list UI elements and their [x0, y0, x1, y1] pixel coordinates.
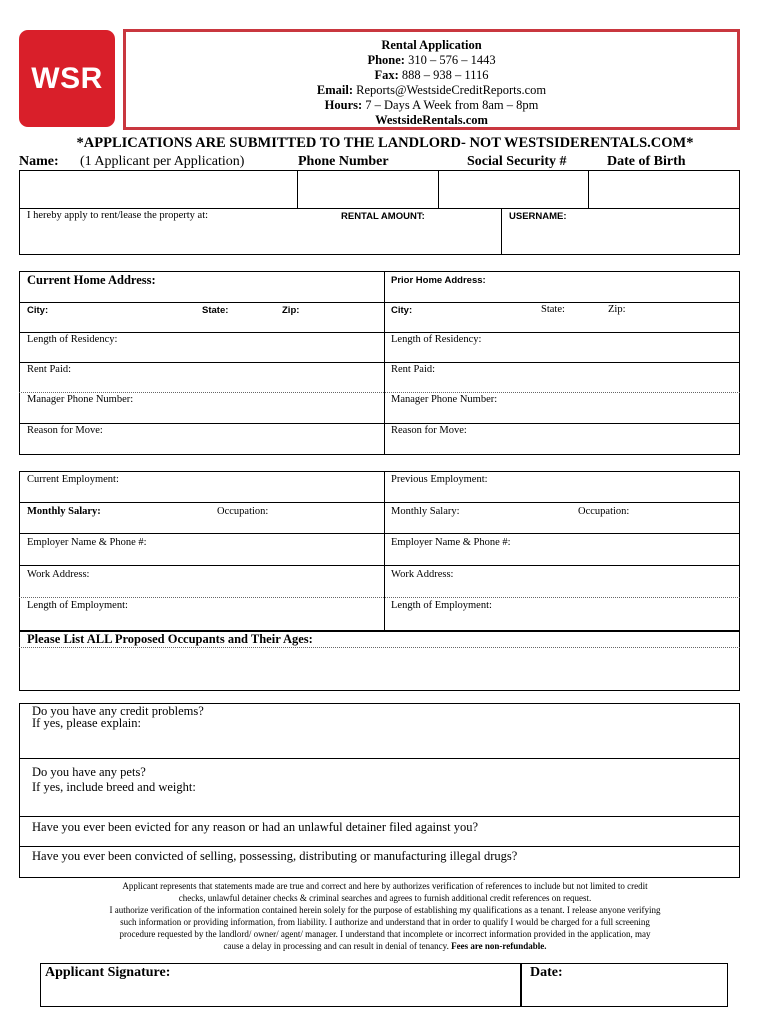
submission-notice: *APPLICATIONS ARE SUBMITTED TO THE LANDLORD- NOT WESTSIDERENTALS.COM* — [76, 135, 694, 151]
prev-length-employment-label: Length of Employment: — [391, 600, 492, 611]
form-title: Rental Application — [381, 38, 482, 52]
previous-employment-label: Previous Employment: — [391, 474, 488, 485]
website: WestsideRentals.com — [375, 113, 488, 127]
email-value: Reports@WestsideCreditReports.com — [356, 83, 547, 97]
occupants-label: Please List ALL Proposed Occupants and Their Ages: — [27, 632, 313, 646]
prev-work-address-label: Work Address: — [391, 569, 454, 580]
contact-info-box — [123, 29, 740, 130]
name-field[interactable] — [19, 170, 298, 209]
current-address-label: Current Home Address: — [27, 273, 156, 287]
residency-label: Length of Residency: — [27, 334, 118, 345]
prev-occupation-label: Occupation: — [578, 506, 630, 517]
wsr-logo — [19, 30, 115, 127]
phone-field[interactable] — [297, 170, 439, 209]
prior-manager-phone-label: Manager Phone Number: — [391, 394, 498, 405]
ssn-field[interactable] — [438, 170, 589, 209]
legal-line: procedure requested by the landlord/ owner/ agent/ manager. I understand that incomplete or incorrect information provided in the application, may — [119, 929, 651, 939]
legal-line: I authorize verification of the information contained herein solely for the purpose of establishing my qualifications as a tenant. I release anyone verifying — [109, 905, 661, 915]
legal-disclaimer — [25, 880, 745, 952]
prior-address-label: Prior Home Address: — [391, 275, 486, 286]
city-label: City: — [27, 305, 49, 316]
state-label: State: — [202, 305, 229, 316]
phone-value: 310 – 576 – 1443 — [408, 53, 496, 67]
monthly-salary-label: Monthly Salary: — [27, 506, 101, 517]
date-label: Date: — [530, 965, 563, 980]
conviction-question: Have you ever been convicted of selling, possessing, distributing or manufacturing illegal drugs? — [32, 849, 518, 863]
prior-city-label: City: — [391, 305, 413, 316]
length-employment-label: Length of Employment: — [27, 600, 128, 611]
fax-value: 888 – 938 – 1116 — [401, 68, 489, 82]
hours-label: Hours: — [324, 98, 363, 112]
dob-field[interactable] — [588, 170, 740, 209]
credit-question: Do you have any credit problems? — [32, 704, 204, 718]
prior-rent-paid-label: Rent Paid: — [391, 364, 436, 375]
phone-number-label: Phone Number — [298, 154, 389, 169]
phone-label: Phone: — [367, 53, 405, 67]
pets-question: Do you have any pets? — [32, 765, 146, 779]
occupation-label: Occupation: — [217, 506, 269, 517]
prior-zip-label: Zip: — [608, 304, 626, 315]
hours-value: 7 – Days A Week from 8am – 8pm — [365, 98, 539, 112]
name-note: (1 Applicant per Application) — [80, 154, 245, 169]
credit-explain: If yes, please explain: — [32, 716, 141, 730]
name-label: Name: — [19, 154, 59, 169]
signature-label: Applicant Signature: — [45, 965, 171, 980]
eviction-question: Have you ever been evicted for any reason or had an unlawful detainer filed against you? — [32, 820, 478, 834]
rental-amount-label: RENTAL AMOUNT: — [341, 211, 425, 222]
manager-phone-label: Manager Phone Number: — [27, 394, 134, 405]
legal-line: checks, unlawful detainer checks & criminal searches and agrees to furnish additional credit references on request. — [178, 893, 592, 903]
username-label: USERNAME: — [509, 211, 567, 222]
prior-reason-move-label: Reason for Move: — [391, 425, 467, 436]
legal-line: Applicant represents that statements made are true and correct and here by authorizes verification of references to include but not limited to credit — [122, 881, 648, 891]
rent-paid-label: Rent Paid: — [27, 364, 72, 375]
ssn-label: Social Security # — [467, 154, 567, 169]
employer-label: Employer Name & Phone #: — [27, 537, 147, 548]
prior-residency-label: Length of Residency: — [391, 334, 482, 345]
email-label: Email: — [316, 83, 353, 97]
legal-line: such information or providing information, from liability. I authorize and understand that in order to qualify I would be charged for a full screening — [120, 917, 650, 927]
apply-property-label: I hereby apply to rent/lease the property at: — [27, 210, 209, 221]
fees-notice: Fees are non-refundable. — [451, 941, 547, 951]
legal-line: cause a delay in processing and can result in denial of tenancy. — [223, 941, 449, 951]
work-address-label: Work Address: — [27, 569, 90, 580]
zip-label: Zip: — [282, 305, 300, 316]
fax-label: Fax: — [374, 68, 399, 82]
logo-text: WSR — [31, 61, 103, 95]
date-field[interactable] — [522, 980, 727, 1006]
prev-employer-label: Employer Name & Phone #: — [391, 537, 511, 548]
pets-explain: If yes, include breed and weight: — [32, 780, 196, 794]
reason-move-label: Reason for Move: — [27, 425, 103, 436]
dob-label: Date of Birth — [607, 154, 686, 169]
address-table — [19, 271, 740, 455]
prior-state-label: State: — [541, 304, 565, 315]
signature-field[interactable] — [41, 980, 519, 1006]
current-employment-label: Current Employment: — [27, 474, 119, 485]
prev-monthly-salary-label: Monthly Salary: — [391, 506, 460, 517]
